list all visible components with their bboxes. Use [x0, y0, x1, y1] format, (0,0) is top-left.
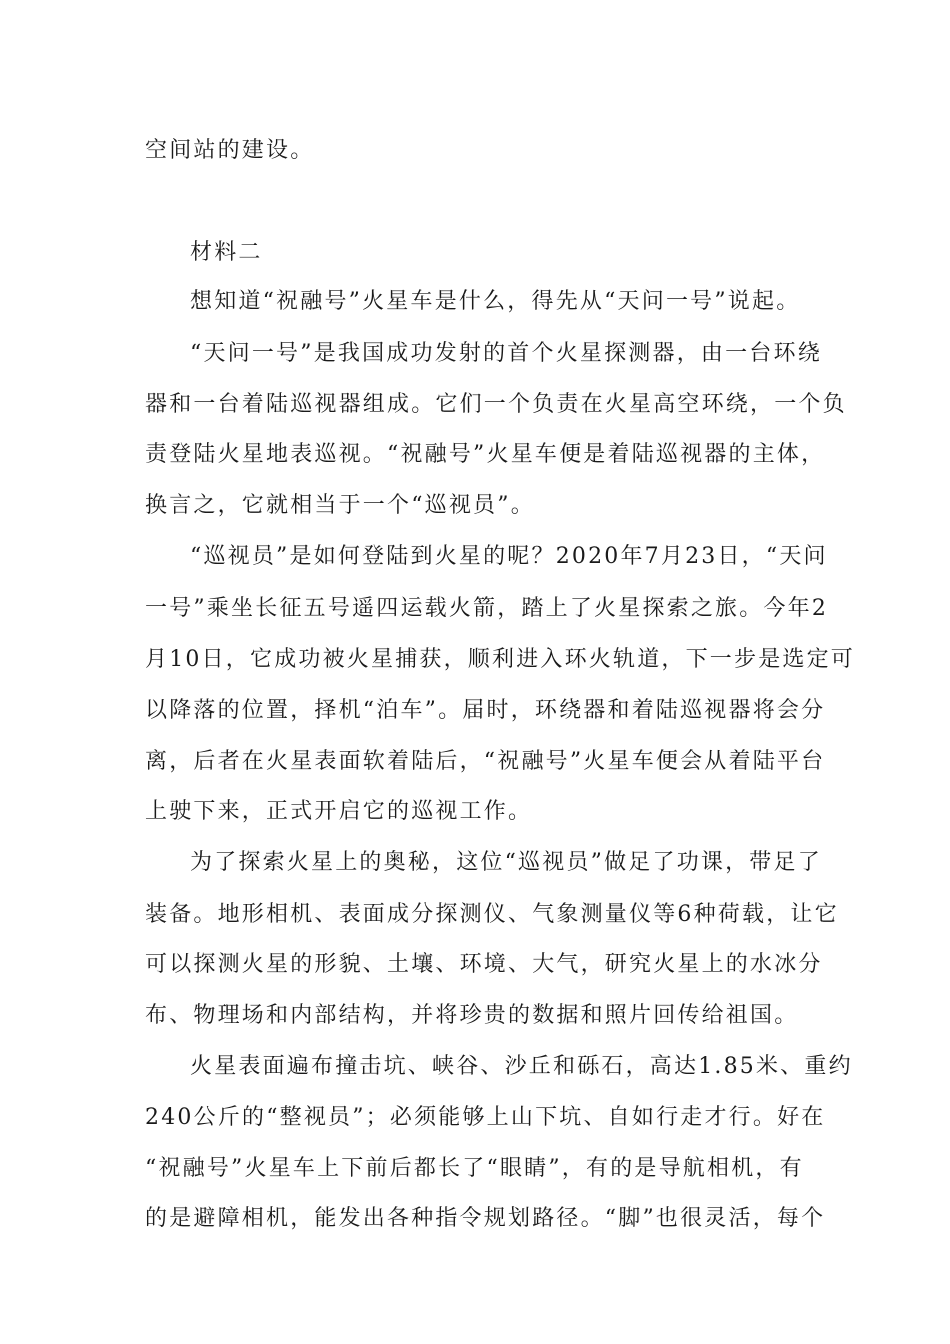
text-line: 为了探索火星上的奥秘，这位“巡视员”做足了功课，带足了: [190, 850, 822, 875]
text-line: 换言之，它就相当于一个“巡视员”。: [145, 493, 535, 518]
text-line: 月10日，它成功被火星捕获，顺利进入环火轨道，下一步是选定可: [145, 647, 855, 672]
text-line: “天问一号”是我国成功发射的首个火星探测器，由一台环绕: [190, 341, 822, 366]
text-line: 布、物理场和内部结构，并将珍贵的数据和照片回传给祖国。: [145, 1003, 799, 1028]
text-line: 装备。地形相机、表面成分探测仪、气象测量仪等6种荷载，让它: [145, 902, 839, 927]
text-line: 器和一台着陆巡视器组成。它们一个负责在火星高空环绕，一个负: [145, 392, 847, 417]
text-line: 上驶下来，正式开启它的巡视工作。: [145, 799, 533, 824]
text-line: 火星表面遍布撞击坑、峡谷、沙丘和砾石，高达1.85米、重约: [190, 1054, 853, 1079]
text-line: “祝融号”火星车上下前后都长了“眼睛”，有的是导航相机，有: [145, 1156, 804, 1181]
text-line: 空间站的建设。: [145, 138, 315, 163]
text-line: “巡视员”是如何登陆到火星的呢？2020年7月23日，“天问: [190, 544, 828, 569]
text-line: 的是避障相机，能发出各种指令规划路径。“脚”也很灵活，每个: [145, 1206, 826, 1231]
text-line: 以降落的位置，择机“泊车”。届时，环绕器和着陆巡视器将会分: [145, 698, 826, 723]
section-heading: 材料二: [190, 240, 263, 265]
text-line: 想知道“祝融号”火星车是什么，得先从“天问一号”说起。: [190, 289, 801, 314]
text-line: 240公斤的“整视员”；必须能够上山下坑、自如行走才行。好在: [145, 1105, 826, 1130]
text-line: 责登陆火星地表巡视。“祝融号”火星车便是着陆巡视器的主体，: [145, 442, 826, 467]
text-line: 离，后者在火星表面软着陆后，“祝融号”火星车便会从着陆平台: [145, 749, 826, 774]
text-line: 一号”乘坐长征五号遥四运载火箭，踏上了火星探索之旅。今年2: [145, 596, 829, 621]
text-line: 可以探测火星的形貌、土壤、环境、大气，研究火星上的水冰分: [145, 952, 823, 977]
